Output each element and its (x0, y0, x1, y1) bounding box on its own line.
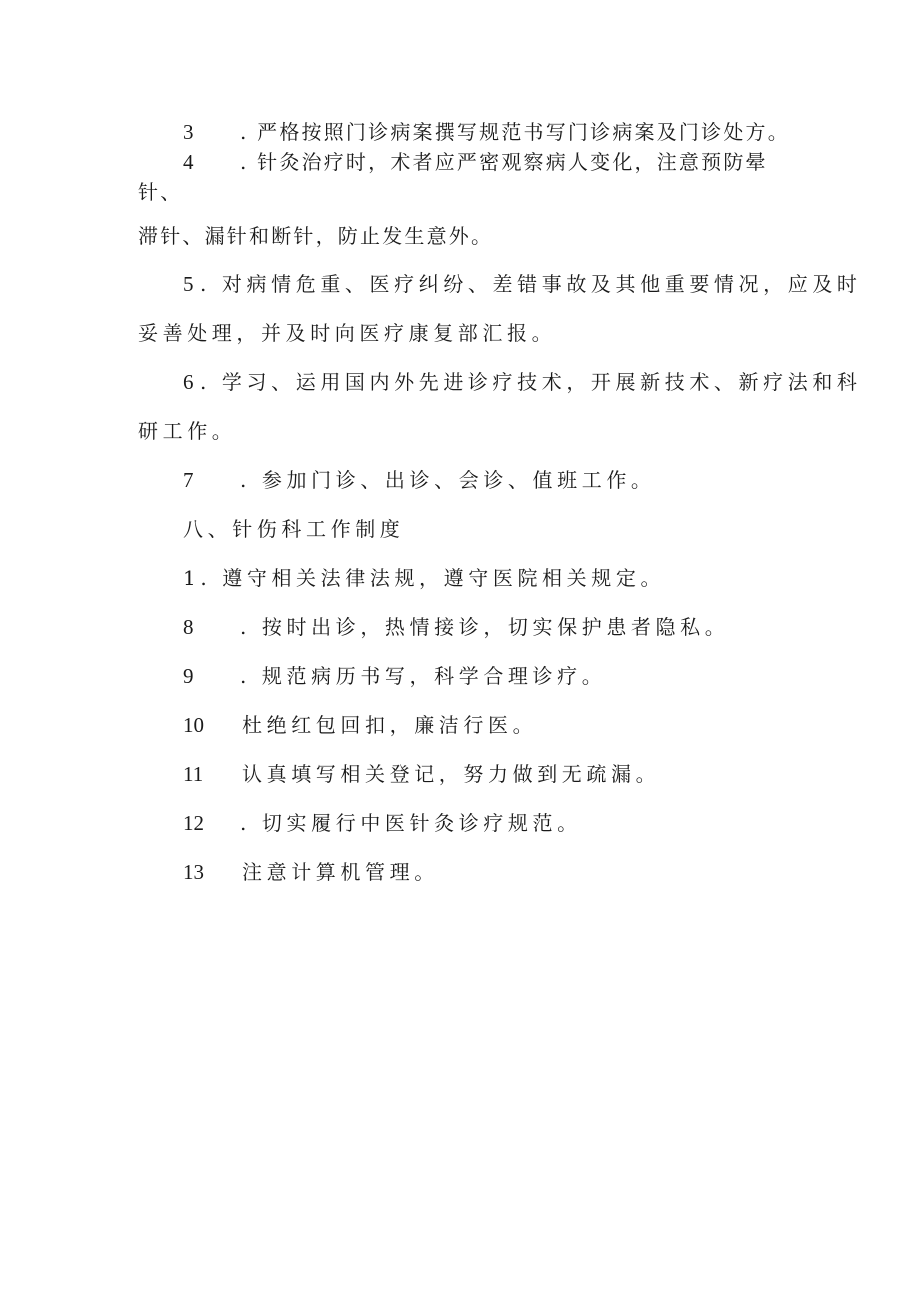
item-text: 1. 遵守相关法律法规，遵守医院相关规定。 (183, 566, 666, 590)
item-text: 注意计算机管理。 (242, 860, 439, 884)
item-text-wrap: 滞针、漏针和断针，防止发生意外。 (138, 224, 494, 248)
item-number: 8 (183, 615, 194, 639)
item-number: 5 (183, 272, 194, 296)
item-number: 7 (183, 468, 194, 492)
item-text: . 参加门诊、出诊、会诊、值班工作。 (240, 468, 656, 492)
item-text: . 规范病历书写，科学合理诊疗。 (240, 664, 607, 688)
item-number: 4 (183, 150, 194, 174)
item-text-wrap: 针、 (138, 180, 183, 204)
item-number: 11 (183, 762, 204, 786)
item-text: . 按时出诊，热情接诊，切实保护患者隐私。 (240, 615, 730, 639)
item-text: . 严格按照门诊病案撰写规范书写门诊病案及门诊处方。 (240, 120, 790, 144)
item-number: 10 (183, 713, 204, 737)
item-text: . 针灸治疗时，术者应严密观察病人变化，注意预防晕 (240, 150, 768, 174)
item-text-wrap: 妥善处理，并及时向医疗康复部汇报。 (138, 321, 557, 345)
item-number: 6 (183, 370, 194, 394)
section-heading: 八、针伤科工作制度 (183, 517, 405, 541)
item-text: . 对病情危重、医疗纠纷、差错事故及其他重要情况，应及时 (200, 272, 862, 296)
item-text: 认真填写相关登记，努力做到无疏漏。 (242, 762, 661, 786)
item-text: 杜绝红包回扣，廉洁行医。 (242, 713, 538, 737)
item-number: 9 (183, 664, 194, 688)
item-number: 12 (183, 811, 204, 835)
item-number: 3 (183, 120, 194, 144)
item-text: . 切实履行中医针灸诊疗规范。 (240, 811, 582, 835)
item-number: 13 (183, 860, 204, 884)
item-text: . 学习、运用国内外先进诊疗技术，开展新技术、新疗法和科 (200, 370, 862, 394)
item-text-wrap: 研工作。 (138, 419, 237, 443)
